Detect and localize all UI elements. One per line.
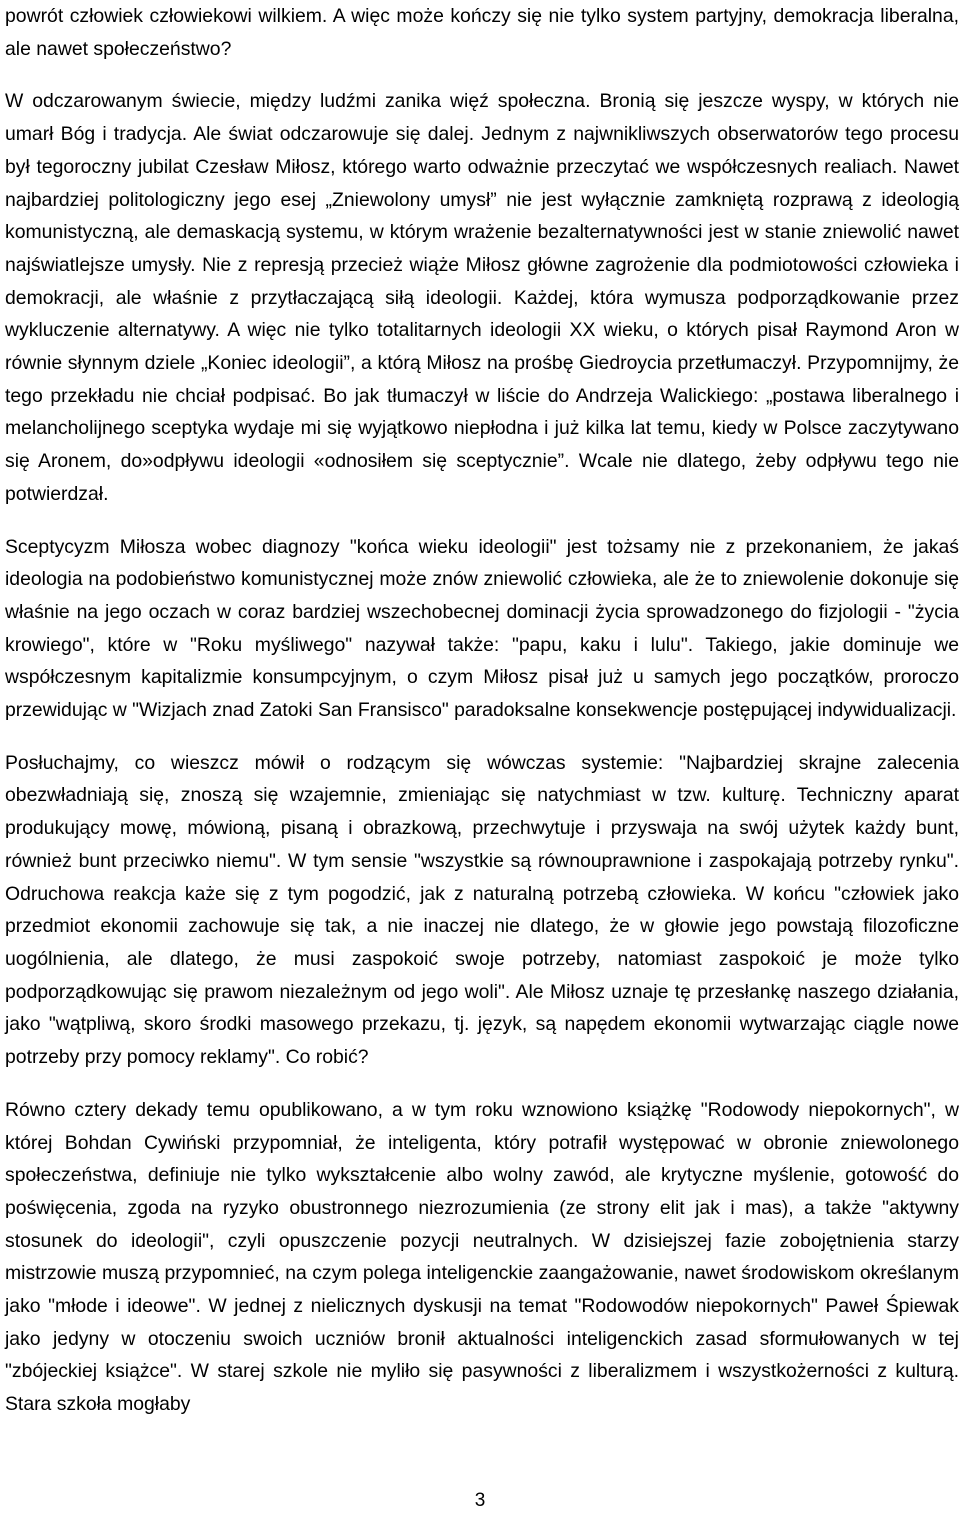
page-number: 3 [474, 1490, 486, 1511]
paragraph-5: Równo cztery dekady temu opublikowano, a w tym roku wznowiono książkę "Rodowody niepokornych", w której Bohdan Cywiński przypomniał, że inteligenta, który potrafił występować w obronie zniewolonego społeczeństwa, definiuje nie tylko wykształcenie albo wolny zawód, ale krytyczne myślenie, gotowość do poświęcenia, zgoda na ryzyko obustronnego niezrozumienia (ze strony elit jak i mas), a także "aktywny stosunek do ideologii", czyli opuszczenie pozycji neutralnych. W dzisiejszej fazie zobojętnienia starzy mistrzowie muszą przypomnieć, na czym polega inteligenckie zaangażowanie, nawet środowiskom określanym jako "młode i ideowe". W jednej z nielicznych dyskusji na temat "Rodowodów niepokornych" Paweł Śpiewak jako jedyny w otoczeniu swoich uczniów bronił aktualności inteligenckich zasad sformułowanych w tej "zbójeckiej książce". W starej szkole nie myliło się pasywności z liberalizmem i wszystkożerności z kulturą. Stara szkoła mogłaby [5, 1098, 959, 1416]
paragraph-2: W odczarowanym świecie, między ludźmi zanika więź społeczna. Bronią się jeszcze wyspy, w których nie umarł Bóg i tradycja. Ale świat odczarowuje się dalej. Jednym z najwnikliwszych obserwatorów tego procesu był tegoroczny jubilat Czesław Miłosz, którego warto odważnie przeczytać we współczesnych realiach. Nawet najbardziej politologiczny jego esej „Zniewolony umysł” nie jest wyłącznie zamkniętą rozprawą z ideologią komunistyczną, ale demaskacją systemu, w którym wrażenie bezalternatywności jest w stanie zniewolić nawet najświatlejsze umysły. Nie z represją przecież wiąże Miłosz główne zagrożenie dla podmiotowości człowieka i demokracji, ale właśnie z przytłaczającą siłą ideologii. Każdej, która wymusza podporządkowanie przez wykluczenie alternatywy. A więc nie tylko totalitarnych ideologii XX wieku, o których pisał Raymond Aron w równie słynnym dziele „Koniec ideologii”, a którą Miłosz na prośbę Giedroycia przetłumaczył. Przypomnijmy, że tego przekładu nie chciał podpisać. Bo jak tłumaczył w liście do Andrzeja Walickiego: „postawa liberalnego i melancholijnego sceptyka wydaje mi się wyjątkowo niepłodna i już kilka lat temu, kiedy w Polsce zaczytywano się Aronem, do»odpływu ideologii «odnosiłem się sceptycznie”. Wcale nie dlatego, żeby odpływu tego nie potwierdzał. [5, 90, 959, 505]
document-page [5, 0, 959, 1421]
paragraph-4: Posłuchajmy, co wieszcz mówił o rodzącym się wówczas systemie: "Najbardziej skrajne zalecenia obezwładniają się, znoszą się wzajemnie, zmieniając się natychmiast w tzw. kulturę. Techniczny aparat produkujący mowę, mówioną, pisaną i obrazkową, przechwytuje i przyswaja na swój użytek każdy bunt, również bunt przeciwko niemu". W tym sensie "wszystkie są równouprawnione i zaspokajają potrzeby rynku". Odruchowa reakcja każe się z tym pogodzić, jak z naturalną potrzebą człowieka. W końcu "człowiek jako przedmiot ekonomii zachowuje się tak, a nie inaczej nie dlatego, że w głowie jego powstają filozoficzne uogólnienia, ale dlatego, że musi zaspokoić swoje potrzeby, natomiast zaspokoić je może tylko podporządkowując się prawom niezależnym od jego woli". Ale Miłosz uznaje tę przesłankę naszego działania, jako "wątpliwą, skoro środki masowego przekazu, tj. język, są napędem ekonomii wytwarzając ciągle nowe potrzeby przy pomocy reklamy". Co robić? [5, 751, 959, 1069]
paragraph-3: Sceptycyzm Miłosza wobec diagnozy "końca wieku ideologii" jest tożsamy nie z przekonaniem, że jakaś ideologia na podobieństwo komunistycznej może znów zniewolić człowieka, ale że to zniewolenie dokonuje się właśnie na jego oczach w coraz bardziej wszechobecnej dominacji życia sprowadzonego do fizjologii - "życia krowiego", które w "Roku myśliwego" nazywał także: "papu, kaku i lulu". Takiego, jakie dominuje we współczesnym kapitalizmie konsumpcyjnym, o czym Miłosz pisał już u samych jego początków, proroczo przewidując w "Wizjach znad Zatoki San Fransisco" paradoksalne konsekwencje postępującej indywidualizacji. [5, 535, 959, 722]
paragraph-1: powrót człowiek człowiekowi wilkiem. A więc może kończy się nie tylko system partyjny, demokracja liberalna, ale nawet społeczeństwo? [5, 5, 959, 60]
